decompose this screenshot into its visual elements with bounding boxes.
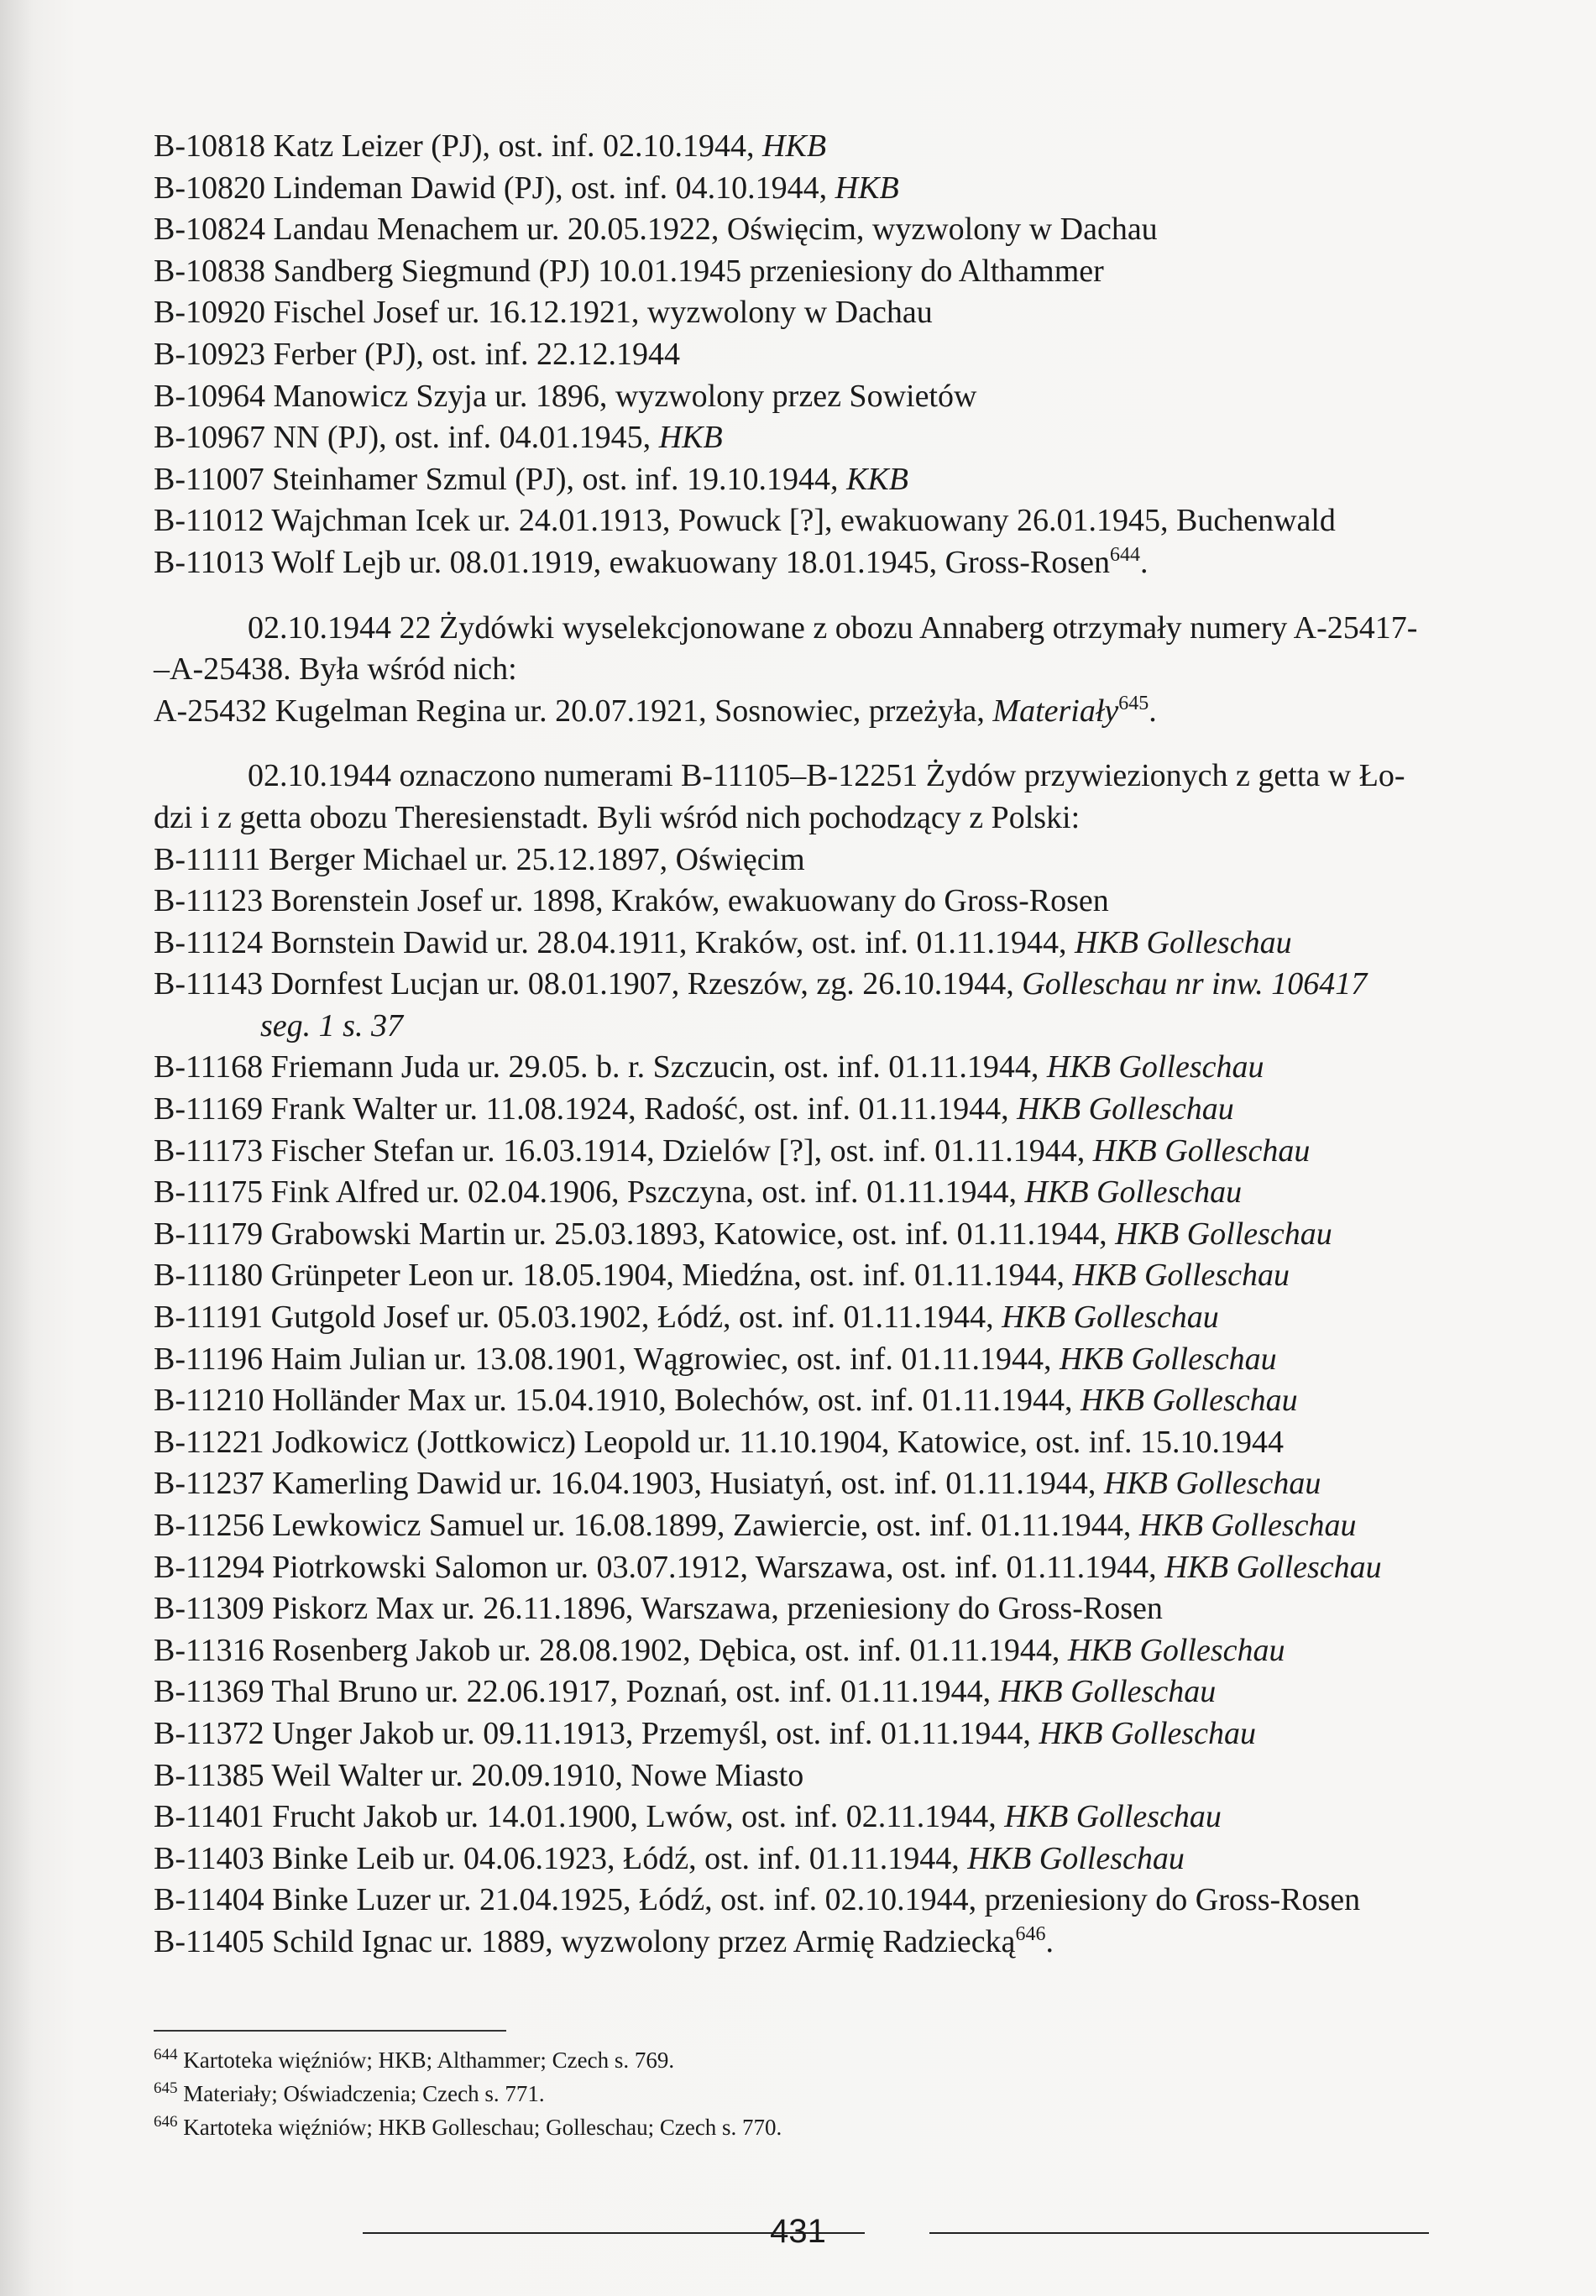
list-item: B-11123 Borenstein Josef ur. 1898, Kraków, ewakuowany do Gross-Rosen: [154, 883, 1109, 919]
footnote: $^{645}$ Materiały; Oświadczenia; Czech s. 771.: [154, 2079, 545, 2106]
paragraph-line: dzi i z getta obozu Theresienstadt. Byli wśród nich pochodzący z Polski:: [154, 799, 1081, 835]
footnotes: [154, 2043, 1413, 2144]
list-item: B-11210 Holländer Max ur. 15.04.1910, Bolechów, ost. inf. 01.11.1944, HKB Golleschau: [154, 1383, 1298, 1419]
list-item: B-11385 Weil Walter ur. 20.09.1910, Nowe Miasto: [154, 1757, 804, 1793]
list-item: B-11007 Steinhamer Szmul (PJ), ost. inf. 19.10.1944, KKB: [154, 461, 908, 497]
list-item: B-11256 Lewkowicz Samuel ur. 16.08.1899, Zawiercie, ost. inf. 01.11.1944, HKB Golleschau: [154, 1508, 1357, 1543]
list-item: B-11405 Schild Ignac ur. 1889, wyzwolony przez Armię Radziecką$^{646}$.: [154, 1922, 1054, 1959]
list-item: B-11012 Wajchman Icek ur. 24.01.1913, Powuck [?], ewakuowany 26.01.1945, Buchenwald: [154, 503, 1336, 539]
list-item: B-11221 Jodkowicz (Jottkowicz) Leopold ur. 11.10.1904, Katowice, ost. inf. 15.10.1944: [154, 1424, 1284, 1460]
list-item: A-25432 Kugelman Regina ur. 20.07.1921, Sosnowiec, przeżyła, Materiały$^{645}$.: [154, 692, 1157, 729]
list-item: B-11401 Frucht Jakob ur. 14.01.1900, Lwów, ost. inf. 02.11.1944, HKB Golleschau: [154, 1799, 1222, 1835]
list-item: B-11173 Fischer Stefan ur. 16.03.1914, Dzielów [?], ost. inf. 01.11.1944, HKB Golleschau: [154, 1132, 1311, 1169]
list-item: B-11143 Dornfest Lucjan ur. 08.01.1907, Rzeszów, zg. 26.10.1944, Golleschau nr inw. 106417: [154, 966, 1368, 1002]
list-item: B-10818 Katz Leizer (PJ), ost. inf. 02.10.1944, HKB: [154, 128, 827, 164]
list-item: B-11013 Wolf Lejb ur. 08.01.1919, ewakuowany 18.01.1945, Gross-Rosen$^{644}$.: [154, 543, 1149, 580]
list-item: B-11404 Binke Luzer ur. 21.04.1925, Łódź, ost. inf. 02.10.1944, przeniesiony do Gross-Rosen: [154, 1882, 1361, 1918]
list-item: B-10920 Fischel Josef ur. 16.12.1921, wyzwolony w Dachau: [154, 295, 933, 331]
list-item: B-11316 Rosenberg Jakob ur. 28.08.1902, Dębica, ost. inf. 01.11.1944, HKB Golleschau: [154, 1632, 1285, 1668]
list-item: B-11175 Fink Alfred ur. 02.04.1906, Pszczyna, ost. inf. 01.11.1944, HKB Golleschau: [154, 1174, 1243, 1211]
list-item: B-11403 Binke Leib ur. 04.06.1923, Łódź, ost. inf. 01.11.1944, HKB Golleschau: [154, 1840, 1185, 1876]
paragraph-line: 02.10.1944 22 Żydówki wyselekcjonowane z obozu Annaberg otrzymały numery A-25417-: [248, 609, 1418, 646]
page-number: 431: [770, 2213, 826, 2250]
list-item: B-11179 Grabowski Martin ur. 25.03.1893, Katowice, ost. inf. 01.11.1944, HKB Golleschau: [154, 1216, 1332, 1252]
list-item: B-10967 NN (PJ), ost. inf. 04.01.1945, HKB: [154, 420, 723, 456]
list-item: B-11294 Piotrkowski Salomon ur. 03.07.1912, Warszawa, ost. inf. 01.11.1944, HKB Golleschau: [154, 1549, 1382, 1585]
list-item: B-11196 Haim Julian ur. 13.08.1901, Wągrowiec, ost. inf. 01.11.1944, HKB Golleschau: [154, 1341, 1277, 1377]
paragraph-annaberg: [154, 608, 1463, 733]
list-item: B-10838 Sandberg Siegmund (PJ) 10.01.1945 przeniesiony do Althammer: [154, 253, 1104, 289]
list-item: B-11180 Grünpeter Leon ur. 18.05.1904, Miedźna, ost. inf. 01.11.1944, HKB Golleschau: [154, 1258, 1290, 1294]
footnote: $^{644}$ Kartoteka więźniów; HKB; Althammer; Czech s. 769.: [154, 2046, 675, 2073]
list-item: B-11372 Unger Jakob ur. 09.11.1913, Przemyśl, ost. inf. 01.11.1944, HKB Golleschau: [154, 1715, 1257, 1751]
prisoner-list-b: [154, 839, 1463, 1964]
list-item: B-10923 Ferber (PJ), ost. inf. 22.12.1944: [154, 336, 680, 372]
list-item: seg. 1 s. 37: [260, 1007, 403, 1043]
paragraph-lodz-theresienstadt: [154, 756, 1463, 839]
list-item: B-11111 Berger Michael ur. 25.12.1897, Oświęcim: [154, 841, 805, 877]
paragraph-line: 02.10.1944 oznaczono numerami B-11105–B-12251 Żydów przywiezionych z getta w Ło-: [248, 758, 1405, 794]
list-item: B-11124 Bornstein Dawid ur. 28.04.1911, Kraków, ost. inf. 01.11.1944, HKB Golleschau: [154, 924, 1292, 960]
prisoner-list-a: [154, 126, 1463, 584]
page-body: [154, 126, 1463, 1964]
list-item: B-11369 Thal Bruno ur. 22.06.1917, Poznań, ost. inf. 01.11.1944, HKB Golleschau: [154, 1674, 1217, 1710]
footnote: $^{646}$ Kartoteka więźniów; HKB Golleschau; Golleschau; Czech s. 770.: [154, 2113, 782, 2140]
list-item: B-11168 Friemann Juda ur. 29.05. b. r. Szczucin, ost. inf. 01.11.1944, HKB Golleschau: [154, 1049, 1264, 1085]
paragraph-line: –A-25438. Była wśród nich:: [154, 651, 517, 688]
list-item: B-10824 Landau Menachem ur. 20.05.1922, Oświęcim, wyzwolony w Dachau: [154, 212, 1158, 248]
list-item: B-11309 Piskorz Max ur. 26.11.1896, Warszawa, przeniesiony do Gross-Rosen: [154, 1591, 1163, 1627]
list-item: B-11169 Frank Walter ur. 11.08.1924, Radość, ost. inf. 01.11.1944, HKB Golleschau: [154, 1091, 1234, 1127]
list-item: B-11237 Kamerling Dawid ur. 16.04.1903, Husiatyń, ost. inf. 01.11.1944, HKB Golleschau: [154, 1466, 1321, 1502]
footnote-separator: [154, 2030, 506, 2032]
list-item: B-11191 Gutgold Josef ur. 05.03.1902, Łódź, ost. inf. 01.11.1944, HKB Golleschau: [154, 1300, 1219, 1336]
list-item: B-10964 Manowicz Szyja ur. 1896, wyzwolony przez Sowietów: [154, 378, 977, 414]
list-item: B-10820 Lindeman Dawid (PJ), ost. inf. 04.10.1944, HKB: [154, 170, 899, 206]
